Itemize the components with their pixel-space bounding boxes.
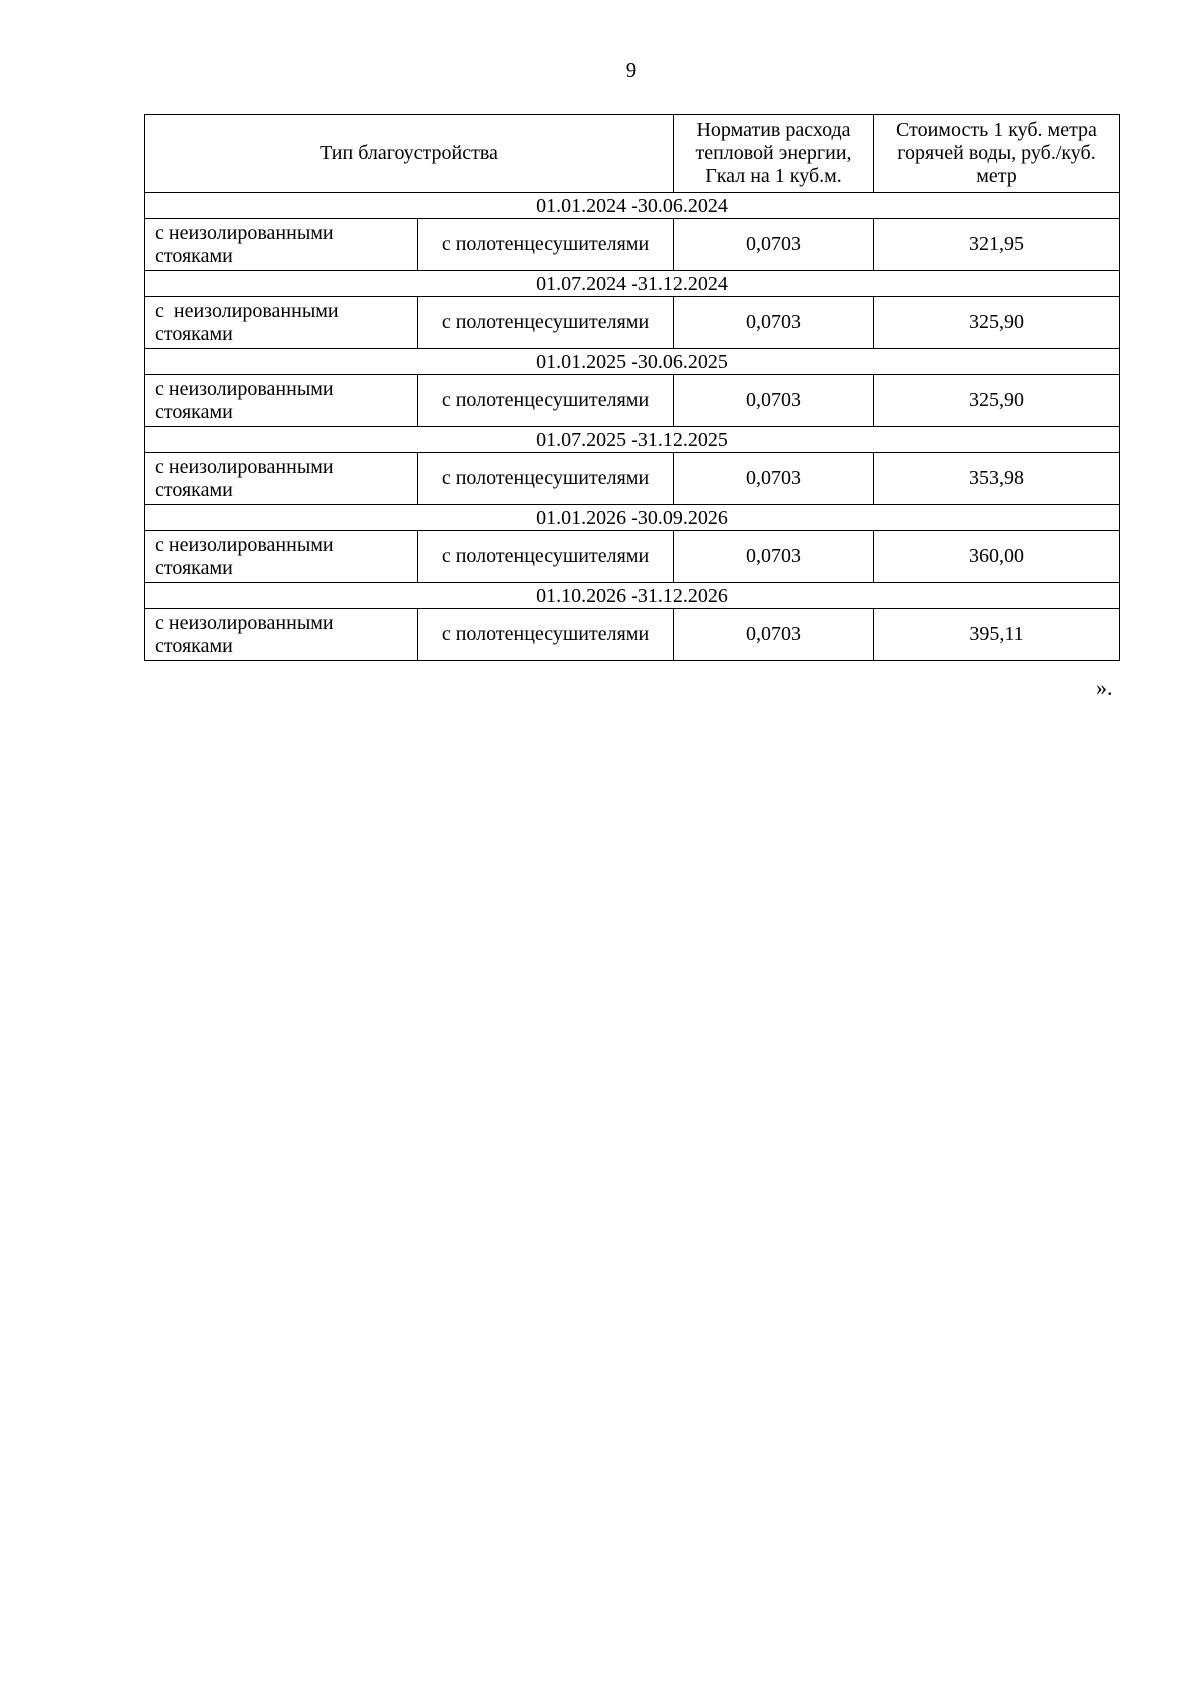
tariff-table xyxy=(144,114,1120,661)
cell-norm: 0,0703 xyxy=(674,453,874,505)
cell-cost: 325,90 xyxy=(874,375,1120,427)
period-row xyxy=(145,427,1120,453)
cell-towel-dryer: с полотенцесушителями xyxy=(418,297,674,349)
cell-norm: 0,0703 xyxy=(674,297,874,349)
period-label: 01.07.2025 -31.12.2025 xyxy=(145,427,1120,453)
period-label: 01.10.2026 -31.12.2026 xyxy=(145,583,1120,609)
period-label: 01.01.2026 -30.09.2026 xyxy=(145,505,1120,531)
cell-cost: 353,98 xyxy=(874,453,1120,505)
cell-riser-type: с неизолированными стояками xyxy=(145,453,418,505)
cell-cost: 395,11 xyxy=(874,609,1120,661)
cell-norm: 0,0703 xyxy=(674,531,874,583)
cell-riser-type: с неизолированными стояками xyxy=(145,219,418,271)
cell-cost: 321,95 xyxy=(874,219,1120,271)
period-row xyxy=(145,271,1120,297)
period-label: 01.01.2025 -30.06.2025 xyxy=(145,349,1120,375)
cell-riser-type: с неизолированными стояками xyxy=(145,609,418,661)
cell-towel-dryer: с полотенцесушителями xyxy=(418,453,674,505)
period-row xyxy=(145,193,1120,219)
cell-towel-dryer: с полотенцесушителями xyxy=(418,219,674,271)
cell-riser-type: с неизолированными стояками xyxy=(145,531,418,583)
header-cost: Стоимость 1 куб. метра горячей воды, руб./куб. метр xyxy=(874,115,1120,193)
cell-riser-type: с неизолированными стояками xyxy=(145,375,418,427)
table-row xyxy=(145,531,1120,583)
period-row xyxy=(145,583,1120,609)
header-norm: Норматив расхода тепловой энергии, Гкал на 1 куб.м. xyxy=(674,115,874,193)
table-row xyxy=(145,453,1120,505)
cell-cost: 325,90 xyxy=(874,297,1120,349)
table-header-row xyxy=(145,115,1120,193)
cell-norm: 0,0703 xyxy=(674,219,874,271)
cell-riser-type: с неизолированными стояками xyxy=(145,297,418,349)
table-row xyxy=(145,297,1120,349)
cell-towel-dryer: с полотенцесушителями xyxy=(418,375,674,427)
period-label: 01.01.2024 -30.06.2024 xyxy=(145,193,1120,219)
cell-towel-dryer: с полотенцесушителями xyxy=(418,531,674,583)
cell-towel-dryer: с полотенцесушителями xyxy=(418,609,674,661)
cell-cost: 360,00 xyxy=(874,531,1120,583)
cell-norm: 0,0703 xyxy=(674,375,874,427)
table-row xyxy=(145,219,1120,271)
table-row xyxy=(145,609,1120,661)
cell-norm: 0,0703 xyxy=(674,609,874,661)
period-row xyxy=(145,505,1120,531)
page-number: 9 xyxy=(625,58,637,82)
header-type: Тип благоустройства xyxy=(145,115,674,193)
table-row xyxy=(145,375,1120,427)
closing-quote-mark: ». xyxy=(1096,675,1113,700)
period-label: 01.07.2024 -31.12.2024 xyxy=(145,271,1120,297)
period-row xyxy=(145,349,1120,375)
